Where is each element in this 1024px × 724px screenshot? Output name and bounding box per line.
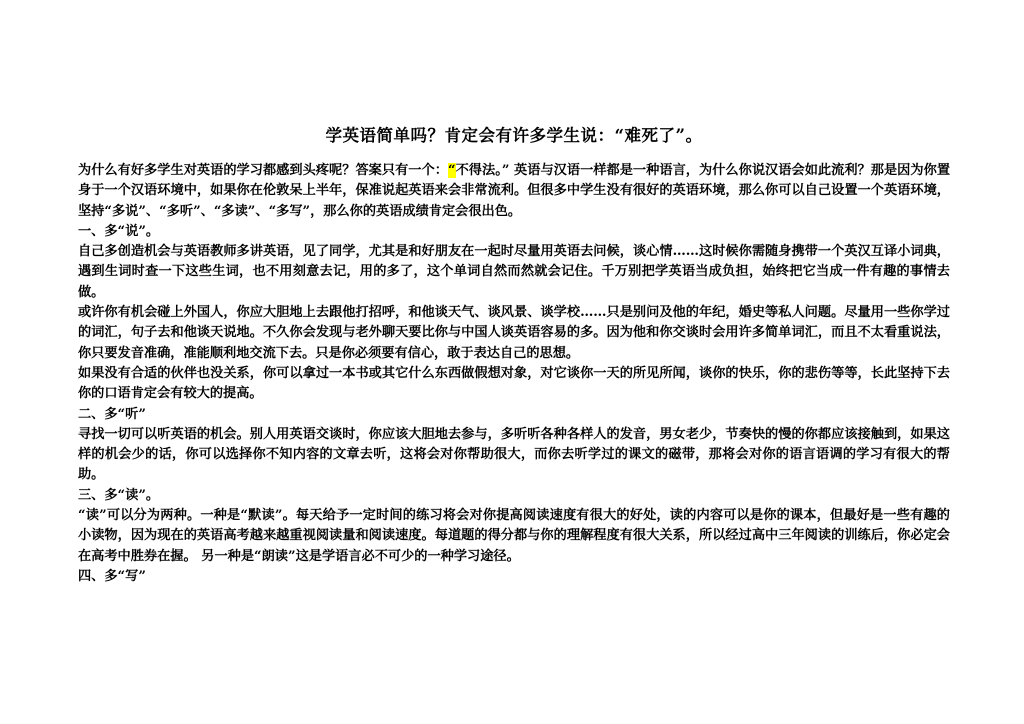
section-paragraph: 或许你有机会碰上外国人，你应大胆地上去跟他打招呼，和他谈天气、谈风景、谈学校……只是别问及他的年纪，婚史等私人问题。尽量用一些你学过的词汇，句子去和他谈天说地。不久你会发现与老外聊天要比你与中国人谈英语容易的多。因为他和你交谈时会用许多简单词汇，而且不太看重说法，你只要发音准确，准能顺利地交流下去。只是你必须要有信心，敢于表达自己的思想。 <box>78 305 950 361</box>
section-paragraph: 如果没有合适的伙伴也没关系，你可以拿过一本书或其它什么东西做假想对象，对它谈你一天的所见所闻，谈你的快乐，你的悲伤等等，长此坚持下去你的口语肯定会有较大的提高。 <box>78 365 950 402</box>
intro-text-before: 为什么有好多学生对英语的学习都感到头疼呢？答案只有一个： <box>78 163 448 178</box>
section-heading-write: 四、多“写” <box>78 568 146 584</box>
section-paragraph: 自己多创造机会与英语教师多讲英语，见了同学，尤其是和好朋友在一起时尽量用英语去问候，谈心情……这时候你需随身携带一个英汉互译小词典，遇到生词时查一下这些生词，也不用刻意去记，用的多了，这个单词自然而然就会记住。千万别把学英语当成负担，始终把它当成一件有趣的事情去做。 <box>78 244 950 300</box>
intro-paragraph <box>78 161 950 222</box>
section-heading-speak: 一、多“说”。 <box>78 223 160 239</box>
section-paragraph: “读”可以分为两种。一种是“默读”。每天给予一定时间的练习将会对你提高阅读速度有很大的好处，读的内容可以是你的课本，但最好是一些有趣的小读物，因为现在的英语高考越来越重视阅读量和阅读速度。每道题的得分都与你的理解程度有很大关系，所以经过高中三年阅读的训练后，你必定会在高考中胜券在握。 另一种是“朗读”这是学语言必不可少的一种学习途径。 <box>78 508 950 564</box>
section-heading-read: 三、多“读”。 <box>78 487 160 503</box>
section-paragraph: 寻找一切可以听英语的机会。别人用英语交谈时，你应该大胆地去参与，多听听各种各样人的发音，男女老少，节奏快的慢的你都应该接触到，如果这样的机会少的话，你可以选择你不知内容的文章去听，这将会对你帮助很大，而你去听学过的课文的磁带，那将会对你的语言语调的学习有很大的帮助。 <box>78 426 950 483</box>
document-title: 学英语简单吗？肯定会有许多学生说：“难死了”。 <box>325 126 703 145</box>
highlighted-quote-mark: “ <box>447 163 456 178</box>
document-page <box>78 124 950 587</box>
intro-text-after: 不得法。” 英语与汉语一样都是一种语言，为什么你说汉语会如此流利？那是因为你置身于一个汉语环境中，如果你在伦敦呆上半年，保准说起英语来会非常流利。但很多中学生没有很好的英语环境，那么你可以自己设置一个英语环境，坚持“多说”、“多听”、“多读”、“多写”，那么你的英语成绩肯定会很出色。 <box>78 163 951 219</box>
section-heading-listen: 二、多“听” <box>78 406 146 422</box>
